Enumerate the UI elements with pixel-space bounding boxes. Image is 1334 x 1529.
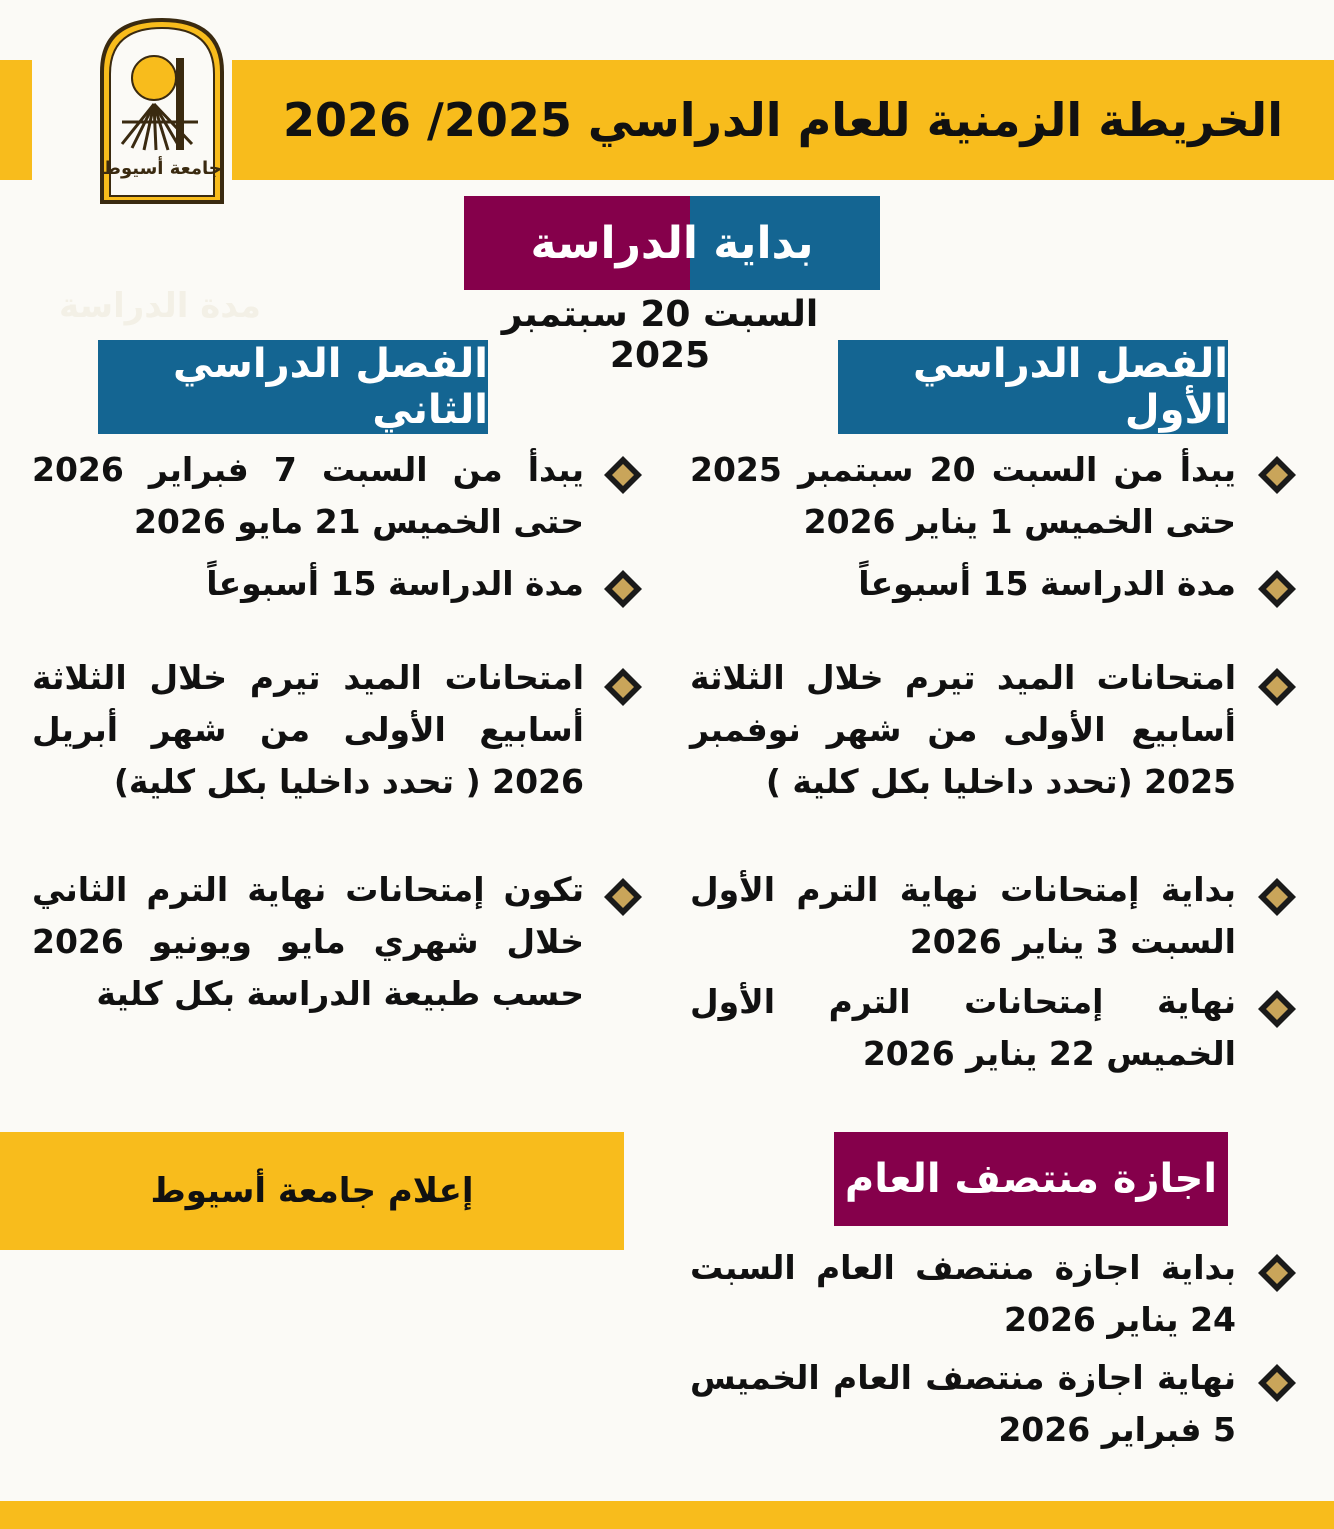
semester2-item: يبدأ من السبت 7 فبراير 2026 حتى الخميس 21 مايو 2026 <box>32 450 584 541</box>
semester1-item: يبدأ من السبت 20 سبتمبر 2025 حتى الخميس 1 يناير 2026 <box>690 450 1236 541</box>
page-title: الخريطة الزمنية للعام الدراسي 2025/ 2026 <box>283 93 1283 147</box>
bullet-diamond-icon <box>600 664 646 710</box>
midyear-header: اجازة منتصف العام <box>834 1132 1228 1226</box>
semester1-item: مدة الدراسة 15 أسبوعاً <box>858 564 1236 603</box>
midyear-item: نهاية اجازة منتصف العام الخميس 5 فبراير 2026 <box>690 1358 1236 1449</box>
logo-text: جامعة أسيوط <box>102 158 222 179</box>
bullet-diamond-icon <box>1254 452 1300 498</box>
bullet-diamond-icon <box>1254 566 1300 612</box>
semester1-item: امتحانات الميد تيرم خلال الثلاثة أسابيع الأولى من شهر نوفمبر 2025 (تحدد داخليا بكل كلية ) <box>690 658 1236 801</box>
semester2-item: تكون إمتحانات نهاية الترم الثاني خلال شهري مايو ويونيو 2026 حسب طبيعة الدراسة بكل كلية <box>32 870 584 1013</box>
bullet-diamond-icon <box>600 566 646 612</box>
semester1-header: الفصل الدراسي الأول <box>838 340 1228 434</box>
bullet-diamond-icon <box>1254 1360 1300 1406</box>
ghost-label: مدة الدراسة <box>59 286 261 326</box>
study-start-date: السبت 20 سبتمبر 2025 <box>501 294 819 376</box>
bullet-diamond-icon <box>1254 874 1300 920</box>
bullet-diamond-icon <box>600 874 646 920</box>
study-start-label: بداية الدراسة <box>530 217 814 269</box>
bullet-diamond-icon <box>600 452 646 498</box>
semester2-item: امتحانات الميد تيرم خلال الثلاثة أسابيع الأولى من شهر أبريل 2026 ( تحدد داخليا بكل كلية) <box>32 658 584 801</box>
bullet-diamond-icon <box>1254 986 1300 1032</box>
midyear-item: بداية اجازة منتصف العام السبت 24 يناير 2026 <box>690 1248 1236 1339</box>
header-strip-left <box>0 60 32 180</box>
bullet-diamond-icon <box>1254 1250 1300 1296</box>
bottom-bar <box>0 1501 1334 1529</box>
title-bar <box>232 60 1334 180</box>
university-logo <box>98 16 226 204</box>
semester1-item: بداية إمتحانات نهاية الترم الأول السبت 3 يناير 2026 <box>690 870 1236 961</box>
bullet-diamond-icon <box>1254 664 1300 710</box>
semester2-header: الفصل الدراسي الثاني <box>98 340 488 434</box>
semester1-item: نهاية إمتحانات الترم الأول الخميس 22 يناير 2026 <box>690 982 1236 1073</box>
media-credit: إعلام جامعة أسيوط <box>150 1171 474 1211</box>
semester2-item: مدة الدراسة 15 أسبوعاً <box>206 564 584 603</box>
media-bar <box>0 1132 624 1250</box>
